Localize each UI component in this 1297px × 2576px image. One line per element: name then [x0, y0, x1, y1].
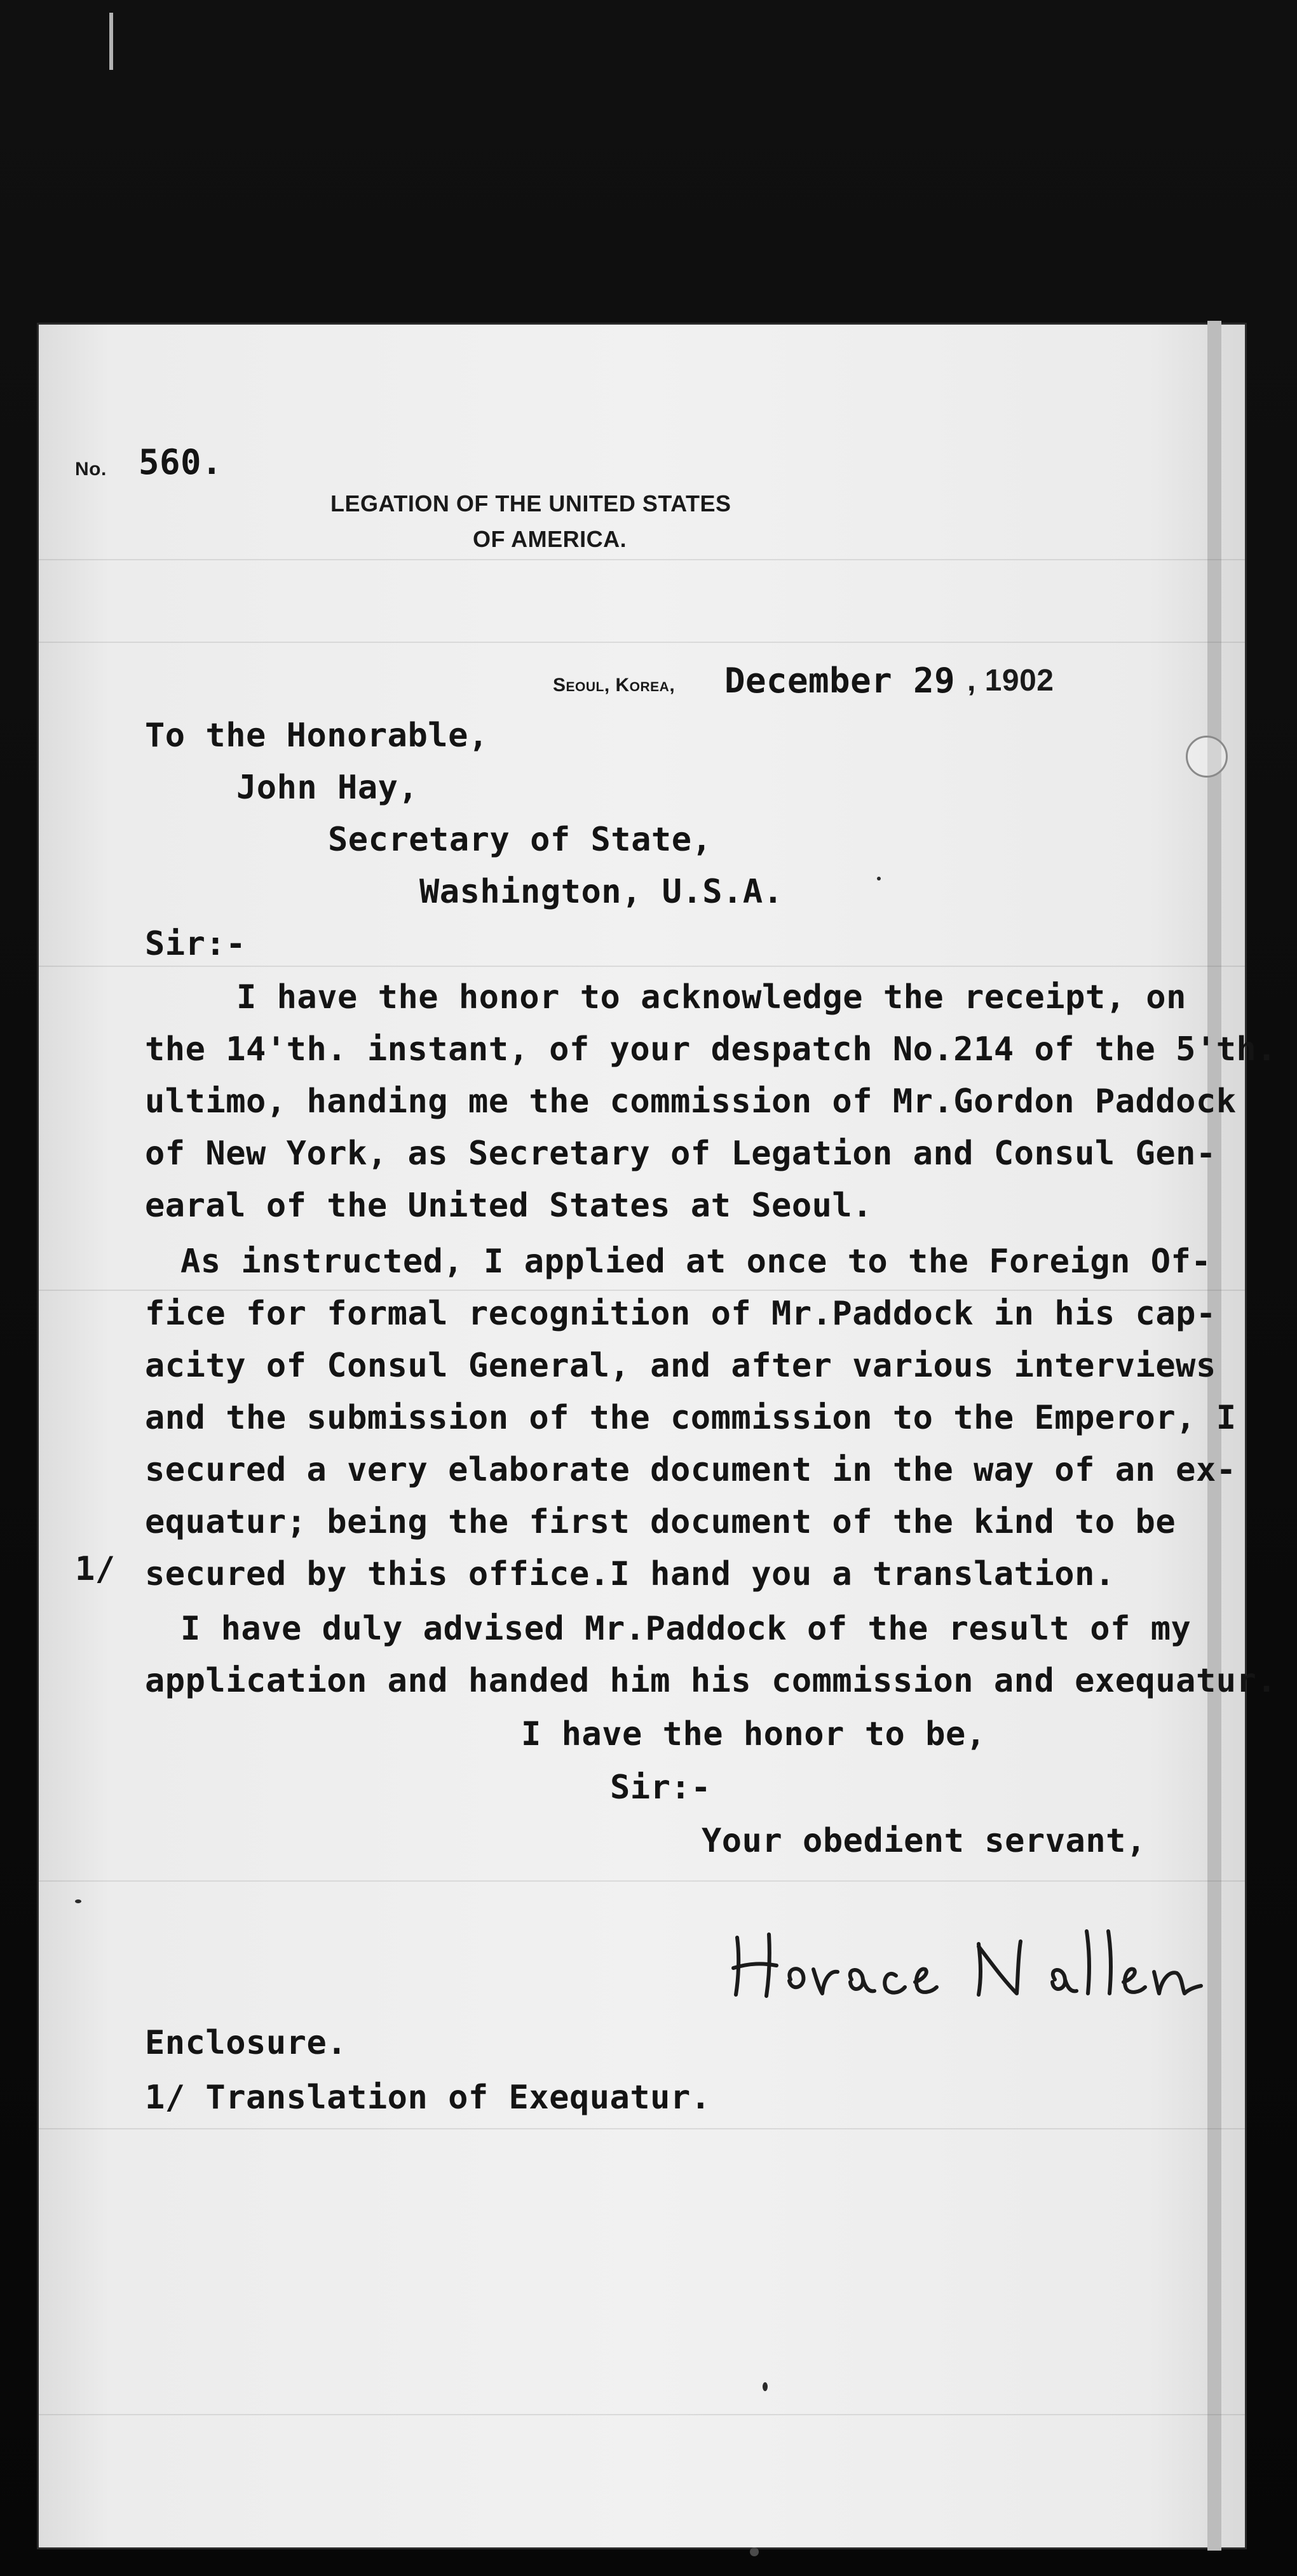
- letterhead-line-2: OF AMERICA.: [473, 526, 627, 552]
- salutation: Sir:-: [145, 925, 247, 963]
- paper-rule: [37, 966, 1247, 967]
- body-line: secured a very elaborate document in the way of an ex-: [145, 1451, 1237, 1489]
- enclosure-item: 1/ Translation of Exequatur.: [145, 2079, 711, 2117]
- body-line: I have the honor to acknowledge the receipt, on: [236, 978, 1186, 1016]
- body-line: acity of Consul General, and after various interviews: [145, 1347, 1216, 1385]
- body-line: ultimo, handing me the commission of Mr.Gordon Paddock: [145, 1082, 1237, 1121]
- body-line: of New York, as Secretary of Legation and Consul Gen-: [145, 1135, 1216, 1173]
- dateline-date: December 29: [724, 661, 956, 701]
- closing-line: Your obedient servant,: [702, 1822, 1146, 1860]
- address-line: John Hay,: [236, 769, 419, 807]
- film-speck: [763, 2382, 768, 2391]
- closing-line: Sir:-: [610, 1769, 712, 1807]
- dateline-place: Seoul, Korea,: [553, 675, 676, 696]
- body-line: equatur; being the first document of the kind to be: [145, 1503, 1176, 1541]
- body-line: earal of the United States at Seoul.: [145, 1187, 873, 1225]
- body-line: fice for formal recognition of Mr.Paddock in his cap-: [145, 1295, 1216, 1333]
- film-speck: [75, 1899, 81, 1903]
- paper-rule: [37, 559, 1247, 560]
- paper-rule: [37, 2414, 1247, 2415]
- address-line: To the Honorable,: [145, 717, 489, 755]
- paper-rule: [37, 642, 1247, 643]
- enclosure-heading: Enclosure.: [145, 2024, 348, 2062]
- address-line: Washington, U.S.A.: [419, 873, 784, 911]
- paper-rule: [37, 2128, 1247, 2129]
- body-line: application and handed him his commission and exequatur.: [145, 1662, 1277, 1700]
- body-line: secured by this office.I hand you a translation.: [145, 1555, 1115, 1593]
- body-line: and the submission of the commission to the Emperor, I: [145, 1399, 1237, 1437]
- dateline-year: , 1902: [967, 664, 1054, 698]
- handwritten-signature: [724, 1919, 1207, 2007]
- letterhead-line-1: LEGATION OF THE UNITED STATES: [330, 490, 731, 516]
- number-label: No.: [75, 459, 107, 480]
- body-line: I have duly advised Mr.Paddock of the result of my: [180, 1610, 1192, 1648]
- film-speck: [877, 877, 881, 880]
- film-speck: [750, 2547, 759, 2556]
- body-line: As instructed, I applied at once to the Foreign Of-: [180, 1243, 1212, 1281]
- body-line: the 14'th. instant, of your despatch No.214 of the 5'th.: [145, 1030, 1277, 1069]
- film-scratch-mark: [109, 13, 113, 70]
- despatch-number: 560.: [139, 442, 223, 482]
- closing-line: I have the honor to be,: [521, 1715, 986, 1753]
- punch-hole-mark: [1186, 736, 1228, 778]
- paper-rule: [37, 1290, 1247, 1291]
- address-line: Secretary of State,: [328, 821, 712, 859]
- paper-rule: [37, 1880, 1247, 1882]
- marginal-enclosure-mark: 1/: [75, 1550, 116, 1588]
